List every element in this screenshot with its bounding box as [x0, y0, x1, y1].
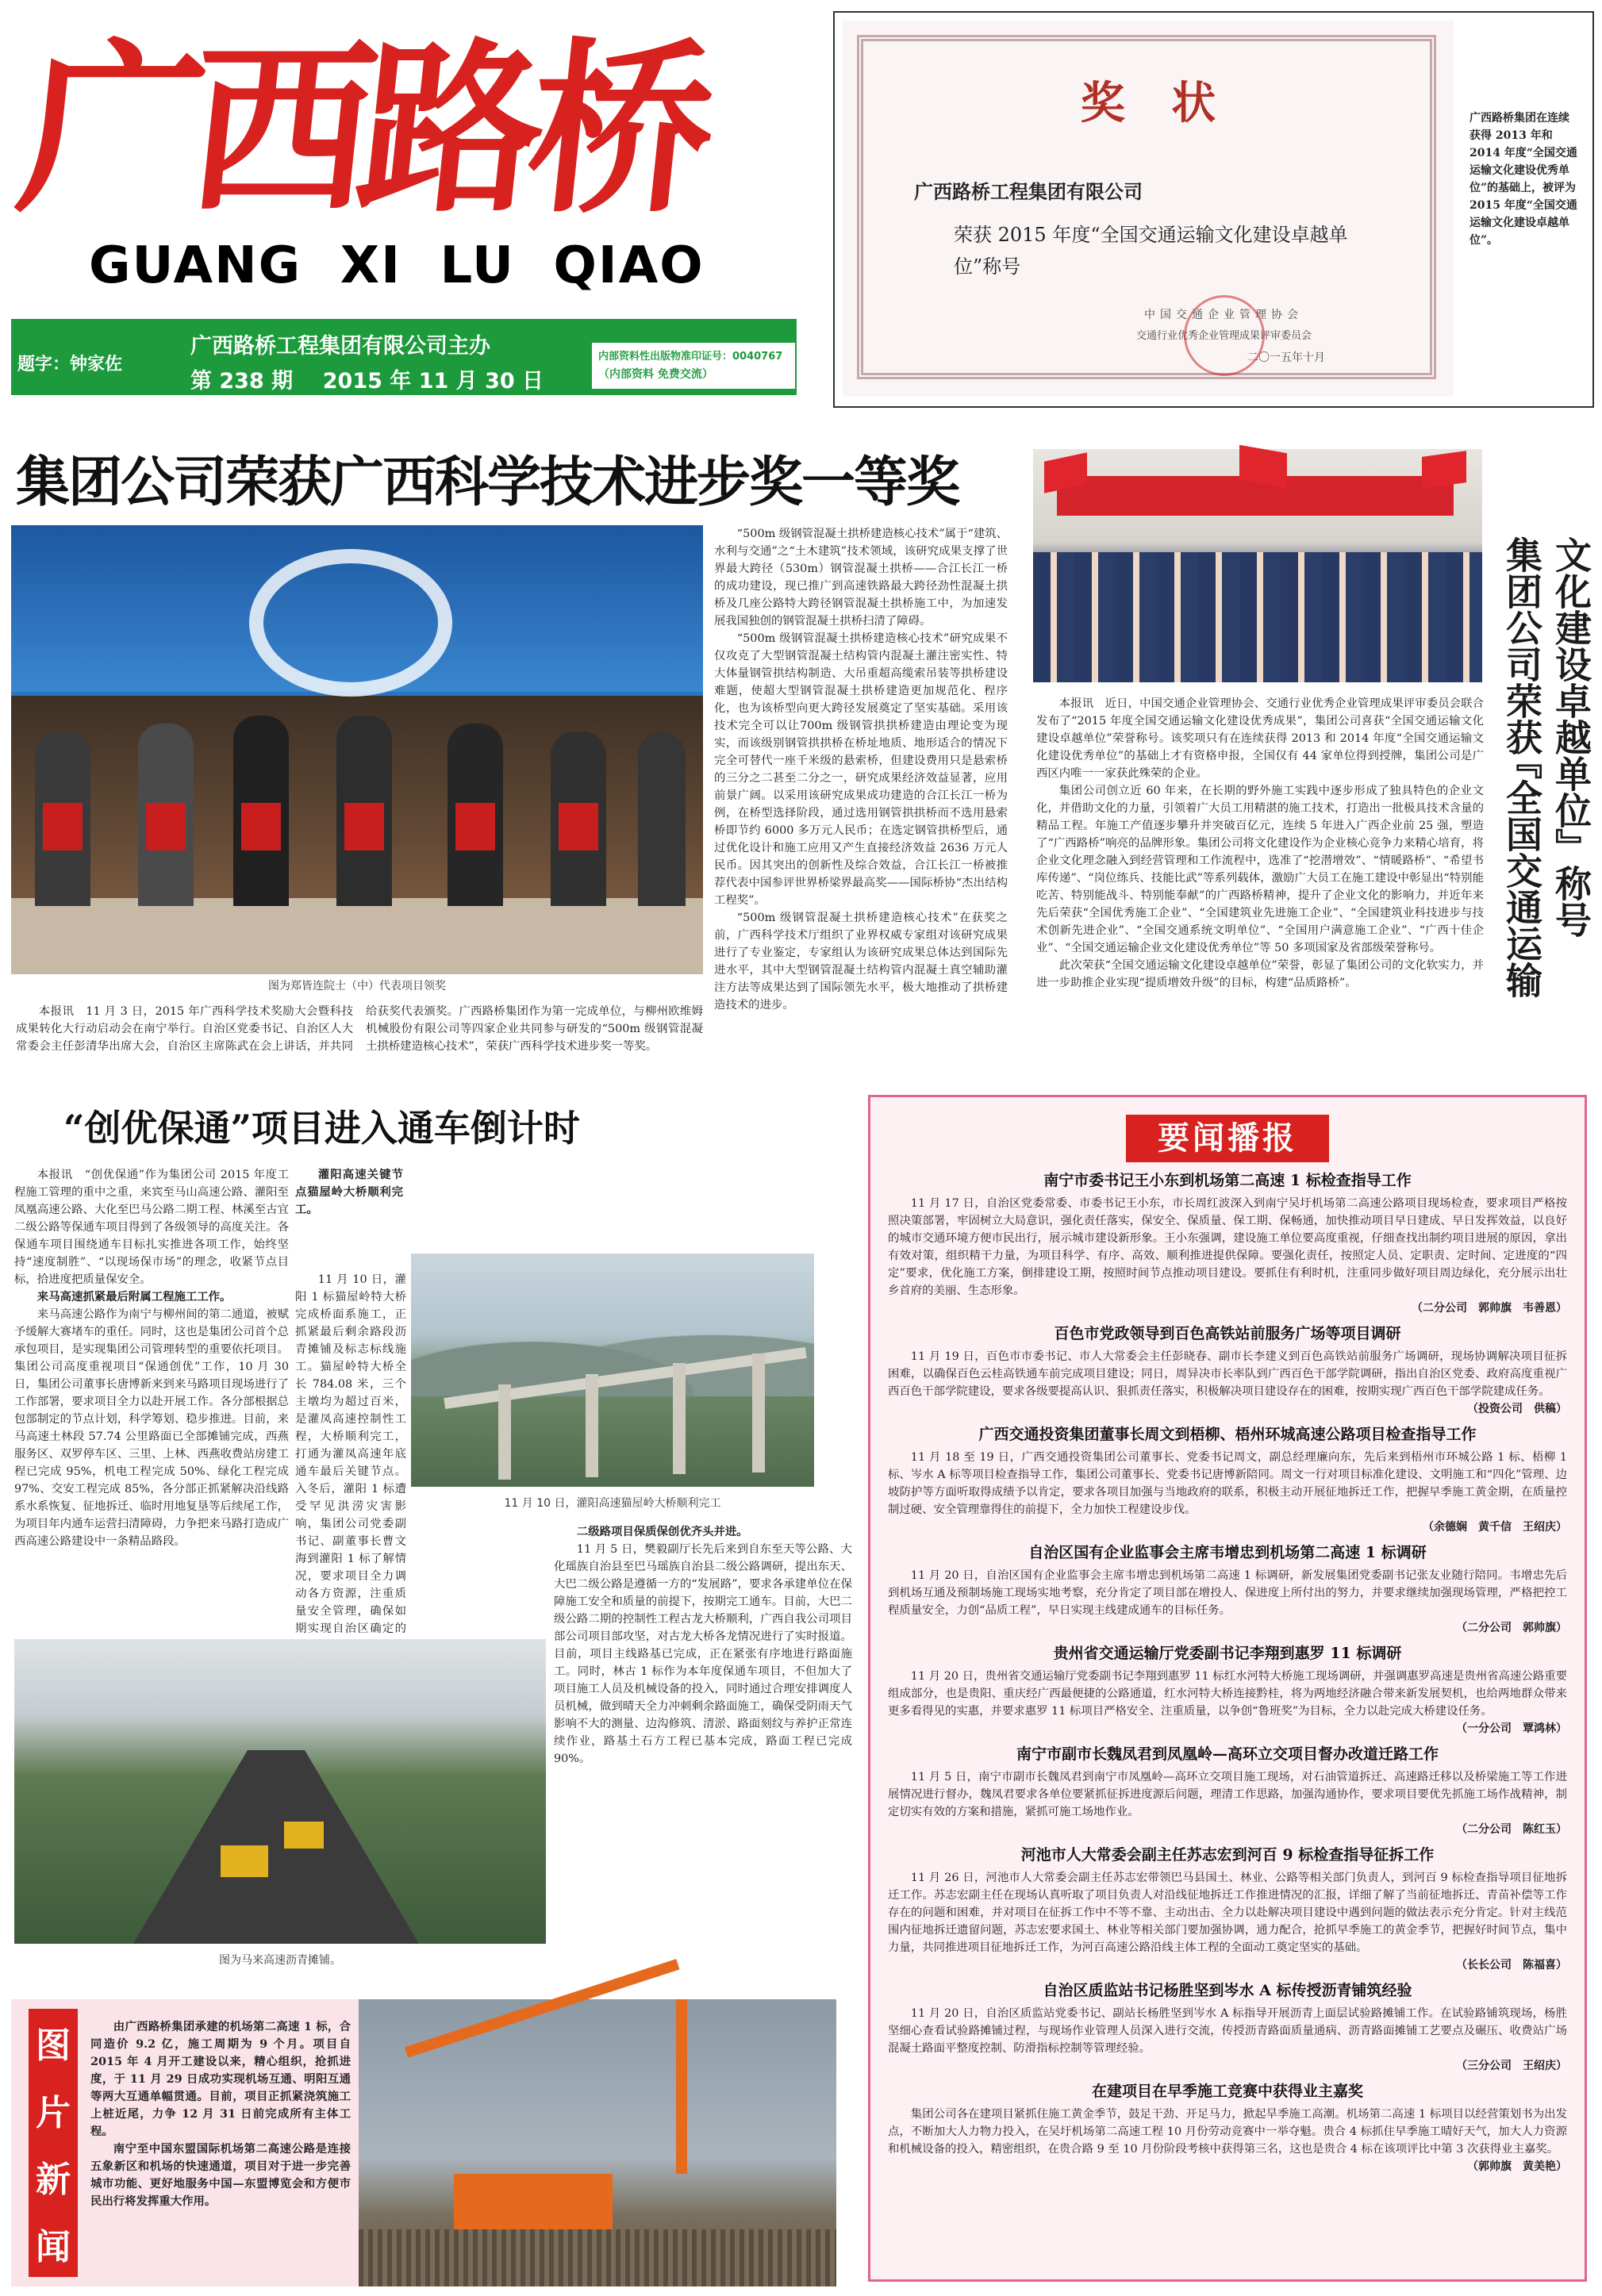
bridge-pier-2 [586, 1374, 598, 1477]
news-brief-source: （二分公司 郭帅旗 韦善恩） [1412, 1302, 1567, 1315]
road-sub2: 灌阳高速关键节点猫屋岭大桥顺利完工。 [295, 1168, 403, 1216]
news-brief-title: 南宁市副市长魏凤君到凤凰岭—高环立交项目督办改道迁路工作 [1016, 1745, 1439, 1763]
bridge-pier-4 [752, 1353, 765, 1472]
masthead-title: 广西路桥 [9, 21, 712, 237]
culture-article-p2: 集团公司创立近 60 年来，在长期的野外施工实践中逐步形成了独具特色的企业文化，并借助文化的力量，引领着广大员工用精湛的施工技术，打造出一批极具技术含量的精品工程。年施工产值逐步攀升并突破百亿元，连续 5 年进入广西企业前 25 强，塑造了“广西路桥”响亮的品牌形象。集团公司将文化建设作为企业核心竞争力来精心培育，将企业文化理念融入到经营管理和工作流程中，选准了“挖潜增效”、“情暖路桥”、“希望书库传递”、“岗位练兵、技能比武”等系列载体，激励广大员工在施工建设中彰显出“特别能吃苦、特别能战斗、特别能奉献”的广西路桥精神，提升了企业文化的影响力，并近年来先后荣获“全国优秀施工企业”、“全国建筑业先进施工企业”、“全国建筑业科技进步与技术创新先进企业”、“全国交通系统文明单位”、“全国用户满意施工企业”、“广西十佳企业”、“全国交通运输企业文化建设优秀单位”等 50 多项国家及省部级荣誉称号。 [1036, 785, 1484, 954]
main-article-p2: “500m 级钢管混凝土拱桥建造核心技术”属于“建筑、水利与交通”之“土木建筑”技术领域，该研究成果支撑了世界最大跨径（530m）钢管混凝土拱桥——合江长江一桥的成功建设，现已推广到高速铁路最大跨径劲性混凝土拱桥及几座公路特大跨径钢管混凝土拱桥施工中，为加速发展我国独创的钢管混凝土拱桥扫清了障碍。 [714, 528, 1008, 628]
award-issuer-1: 中国交通企业管理协会 [1144, 309, 1303, 321]
news-brief-item [888, 1742, 1567, 1837]
news-brief-source: （三分公司 王绍庆） [1456, 2060, 1567, 2072]
news-brief-title: 在建项目在早季施工竞赛中获得业主嘉奖 [1091, 2083, 1363, 2100]
news-brief-title: 自治区国有企业监事会主席韦增忠到机场第二高速 1 标调研 [1028, 1544, 1427, 1561]
news-brief-source: （二分公司 郭帅旗） [1456, 1622, 1567, 1634]
news-brief-source: （二分公司 陈红玉） [1456, 1823, 1567, 1836]
photo-news-panel [11, 1999, 836, 2286]
pump-boom-2 [676, 1999, 687, 2174]
stage-floor [11, 898, 703, 974]
culture-article-p3: 此次荣获“全国交通运输文化建设卓越单位”荣誉，彰显了集团公司的文化软实力，并进一步助推企业实现“提质增效升级”的目标，构建“品质路桥”。 [1036, 959, 1484, 989]
bridge-pier-1 [498, 1384, 511, 1480]
award-honor: 荣获 2015 年度“全国交通运输文化建设卓越单位”称号 [954, 224, 1348, 278]
culture-crowd [1033, 552, 1482, 682]
photo-news-label [29, 2009, 78, 2277]
culture-photo [1033, 449, 1482, 682]
award-issue-date: 二〇一五年十月 [1247, 351, 1325, 364]
news-brief-title: 百色市党政领导到百色高铁站前服务广场等项目调研 [1054, 1325, 1401, 1342]
news-brief-title: 自治区质监站书记杨胜坚到岑水 A 标传授沥青铺筑经验 [1043, 1982, 1412, 1999]
sponsor: 广西路桥工程集团有限公司主办 [190, 334, 490, 359]
news-brief-body: 集团公司各在建项目紧抓住施工黄金季节，鼓足干劲、开足马力，掀起旱季施工高潮。机场第二高速 1 标项目以经营策划书为出发点，不断加大人力物力投入，在吴圩机场第二高速工程 10 月份劳动竞赛中一举夺魁。贵合 4 标抓住早季施工晴好天气，加大人力资源和机械设备的投入，精密组织，在贵合路 9 至 10 月份阶段考核中获得第三名，这也是贵合 4 标在该项评比中第 3 次获得业主嘉奖。 [888, 2108, 1567, 2156]
ceremony-photo-caption: 图为郑皆连院士（中）代表项目领奖 [268, 980, 446, 993]
main-article-p4: “500m 级钢管混凝土拱桥建造核心技术”在获奖之前，广西科学技术厅组织了业界权威专家组对该研究成果进行了专业鉴定，专家组认为该研究成果总体达到国际先进水平，其中大型钢管混凝土结构管内混凝土真空辅助灌注方法等成果达到了国际领先水平，极大地推动了拱桥建造技术的进步。 [714, 912, 1008, 1012]
photo-news-text [90, 2018, 351, 2210]
bridge-photo [411, 1254, 814, 1487]
photo-news-label-3: 新 [36, 2160, 71, 2201]
paving-road [133, 1750, 419, 1944]
news-brief-source: （余德娴 黄千信 王绍庆） [1423, 1521, 1567, 1534]
photo-news-label-2: 片 [36, 2092, 71, 2133]
stage-logo [249, 549, 452, 697]
news-brief-source: （投资公司 供稿） [1467, 1403, 1567, 1415]
ceremony-photo [11, 525, 703, 974]
news-brief-body: 11 月 19 日，百色市市委书记、市人大常委会主任彭晓春、副市长李建义到百色高铁站前服务广场调研，现场协调解决项目征拆困难，以确保百色云桂高铁通车前完成项目建设；同日，周异决市长率队到广西百色干部学院调研，指出自治区党委、政府高度重视广西百色干部学院建设，要求各级要提高认识、狠抓责任落实，积极解决项目建设存在的困难，按期实现广西百色干部学院建成任务。 [888, 1350, 1567, 1398]
award-recipients-row [35, 716, 686, 906]
news-brief-body: 11 月 18 至 19 日，广西交通投资集团公司董事长、党委书记周文，副总经理廉向东，先后来到梧州市环城公路 1 标、梧柳 1 标、岑水 A 标等项目检查指导工作，集团公司董事长、党委书记唐博新陪同。周文一行对项目标准化建设、文明施工和“四化”管理、边坡防护等方面听取得成绩予以肯定，要求各项目加强与当地政府的联系，积极主动开展征地拆迁工作，把握早季施工黄金期，在质量控制过硬、安全管理靠得住的前提下，全力加快工程建设步伐。 [888, 1451, 1567, 1516]
news-brief-item [888, 1843, 1567, 1972]
inscription: 题字：钟家佐 [17, 355, 123, 374]
news-brief-source: （一分公司 覃鸿林） [1456, 1722, 1567, 1735]
masthead-pinyin: GUANG XI LU QIAO [89, 236, 705, 295]
news-brief-body: 11 月 20 日，自治区质监站党委书记、副站长杨胜坚到岑水 A 标指导开展沥青上面层试验路摊铺工作。在试验路铺筑现场，杨胜坚细心查看试验路摊铺过程，与现场作业管理人员深入进行交流，传授沥青路面质量通病、沥青路面摊铺工艺要点及碾压、收费站广场混凝土路面平整度控制、防滑指标控制等管理经验。 [888, 2007, 1567, 2055]
award-recipient: 广西路桥工程集团有限公司 [914, 180, 1143, 203]
road-article-p4: 11 月 5 日，樊毅副厅长先后来到自东至天等公路、大化瑶族自治县至巴马瑶族自治县二级公路调研，提出东天、大巴二级公路是遵循一方的“发展路”，要求各承建单位在保障施工安全和质量的前提下，按期完工通车。目前，大巴二级公路二期的控制性工程古龙大桥顺利，广西自我公司项目部公司项目部攻坚，对古龙大桥各龙情况进行了实时报道。目前，项目主线路基已完成，正在紧张有序地进行路面施工。同时，林古 1 标作为本年度保通车项目，不但加大了项目施工人员及机械设备的投入，同时通过合理安排调度人员机械，做到晴天全力冲刺剩余路面施工，确保受阴雨天气影响不大的测量、边沟修筑、清淤、路面刻纹与养护正常连续作业，路基土石方工程已基本完成，路面工程已完成 90%。 [554, 1543, 852, 1765]
news-brief-item [888, 1979, 1567, 2073]
award-issuer-2: 交通行业优秀企业管理成果评审委员会 [1136, 330, 1312, 342]
award-heading: 奖 状 [1080, 77, 1216, 129]
news-brief-body: 11 月 5 日，南宁市副市长魏凤君到南宁市凤凰岭—高环立交项目施工现场，对石油管道拆迁、高速路迁移以及桥梁施工等工作进展情况进行督办，魏凤君要求各单位要紧抓征拆进度源后问题，理清工作思路，加强沟通协作，要求项目要优先抓施工场作战精神，制定切实有效的方案和措施，紧抓可施工场地作业。 [888, 1771, 1567, 1818]
culture-headline-col2: 文化建设卓越单位』称号 [1550, 536, 1592, 938]
news-brief-item [888, 2079, 1567, 2174]
news-briefs-panel [868, 1095, 1587, 2282]
main-article-lead [16, 1003, 703, 1055]
news-brief-item [888, 1322, 1567, 1416]
road-article-col2-top [295, 1166, 403, 1219]
photo-news-p1: 由广西路桥集团承建的机场第二高速 1 标，合同造价 9.2 亿，施工周期为 9 个月。项目自 2015 年 4 月开工建设以来，精心组织，抢抓进度，于 11 月 29 日成功实现机场互通、明阳互通等两大互通单幅贯通。目前，项目正抓紧浇筑施工上桩近尾，力争 12 月 31 日前完成所有主体工程。 [90, 2020, 351, 2138]
road-headline: “创优保通”项目进入通车倒计时 [63, 1107, 580, 1150]
award-certificate [843, 21, 1454, 397]
news-briefs-list [870, 1169, 1585, 2174]
road-article-p1: 本报讯 “创优保通”作为集团公司 2015 年度工程施工管理的重中之重，来宾至马山高速公路、灌阳至凤凰高速公路、大化至巴马公路二期工程、林溪至古宜二级公路等保通车项目得到了各级领导的高度关注。各保通车项目围绕通车目标扎实推进各项工作，始终坚持“速度制胜”、“以现场保市场”的理念，收紧节点目标，拾进度把质量保安全。 [14, 1169, 289, 1286]
bridge-photo-caption: 11 月 10 日，灌阳高速猫屋岭大桥顺利完工 [504, 1497, 721, 1510]
award-panel [833, 11, 1594, 408]
license-note: （内部资料 免费交流） [598, 368, 713, 381]
photo-news-label-4: 闻 [36, 2226, 71, 2267]
news-brief-body: 11 月 20 日，自治区国有企业监事会主席韦增忠到机场第二高速 1 标调研，新发展集团党委副书记张友业随行陪同。韦增忠先后到机场互通及预制场施工现场实地考察，充分肯定了项目部在增投人、保进度上所付出的努力，并要求继续加强现场管理，严格把控工程质量安全，力创“品质工程”，早日实现主线建成通车的目标任务。 [888, 1569, 1567, 1617]
news-brief-title: 广西交通投资集团董事长周文到梧柳、梧州环城高速公路项目检查指导工作 [978, 1426, 1477, 1443]
main-headline: 集团公司荣获广西科学技术进步奖一等奖 [16, 451, 959, 514]
news-brief-source: （郭帅旗 黄美艳） [1467, 2160, 1567, 2173]
road-sub1: 来马高速抓紧最后附属工程施工工作。 [36, 1290, 232, 1303]
culture-flag-3 [1422, 451, 1466, 489]
rebar-deck [359, 2229, 836, 2286]
main-article-p3: “500m 级钢管混凝土拱桥建造核心技术”研究成果不仅攻克了大型钢管混凝土结构管内混凝土灌注密实性、特大体量钢管拱结构制造、大吊重超高缆索吊装等拱桥建设难题，使超大型钢管混凝土拱桥建造更加规范化、程序化，也为该桥型向更大跨径发展奠定了坚实基础。采用该技术完全可以让700m 级钢管拱拱桥建造由理论变为现实，而该级别钢管拱拱桥在桥址地质、地形适合的情况下完全可替代一座千米级的悬索桥，但建设费用只是悬索桥的三分之二甚至二分之一，研究成果经济效益显著，应用前景广阔。以采用该研究成果成功建造的合江长江一桥为例，在桥型选择阶段，通过选用钢管拱拱桥而不选用悬索桥即节约 6000 多万元人民币；在选定钢管拱桥型后，通过优化设计和施工应用又产生直接经济效益 2636 万元人民币。因其突出的创新性及综合效益，合江长江一桥被推荐代表中国参评世界桥梁界最高奖——国际桥协“杰出结构工程奖”。 [714, 632, 1008, 907]
news-briefs-banner: 要闻播报 [1126, 1115, 1329, 1162]
main-article-body [714, 525, 1008, 1014]
news-brief-item [888, 1423, 1567, 1534]
paving-photo-caption: 图为马来高速沥青摊铺。 [219, 1954, 341, 1967]
news-brief-title: 河池市人大常委会副主任苏志宏到河百 9 标检查指导征拆工作 [1020, 1846, 1435, 1864]
paving-paver-1 [221, 1845, 268, 1877]
award-side-note: 广西路桥集团在连续获得 2013 年和 2014 年度“全国交通运输文化建设优秀单位”的基础上，被评为 2015 年度“全国交通运输文化建设卓越单位”。 [1469, 112, 1577, 247]
issue-date: 第 238 期 2015 年 11 月 30 日 [190, 369, 544, 394]
news-brief-source: （长长公司 陈福喜） [1456, 1959, 1567, 1972]
culture-article-p1: 本报讯 近日，中国交通企业管理协会、交通行业优秀企业管理成果评审委员会联合发布了“2015 年度全国交通运输文化建设优秀成果”，集团公司喜获“全国交通运输文化建设卓越单位”荣誉称号。该奖项只有在连续获得 2013 和 2014 年度“全国交通运输文化建设优秀单位”的基础上才有资格申报，全国仅有 44 家单位得到授牌，集团公司是广西区内唯一一家获此殊荣的企业。 [1036, 697, 1484, 780]
news-brief-item [888, 1641, 1567, 1736]
road-article-col2 [295, 1271, 406, 1635]
bridge-pier-3 [673, 1363, 686, 1474]
license-number [592, 343, 795, 389]
photo-news-label-1: 图 [36, 2025, 71, 2067]
road-article-col3 [554, 1523, 852, 1968]
license-text: 内部资料性出版物准印证号：0040767 [598, 351, 783, 363]
pump-boom [405, 1959, 680, 2058]
paving-paver-2 [284, 1822, 324, 1849]
news-brief-body: 11 月 17 日，自治区党委常委、市委书记王小东，市长周红波深入到南宁吴圩机场第二高速公路项目现场检查，要求项目严格按照决策部署，牢固树立大局意识，强化责任落实，保安全、保质量、保工期、保畅通，加快推动项目早日建成、早日发挥效益，以良好的城市交通环境方便市民出行，展示城市建设新形象。王小东强调，建设施工单位要高度重视，仔细查找出制约项目进展的原因，拿出有效对策，组织精干力量，为项目科学、有序、高效、顺利推进提供保障。要强化责任，按照定人员、定职责、定时间、定进度的“四定”要求，优化施工方案，倒排建设工期，按照时间节点推动项目建设。要抓住有利时机，注重同步做好项目周边绿化，充分展示出壮乡首府的美丽、生态形象。 [888, 1197, 1567, 1297]
news-brief-title: 贵州省交通运输厅党委副书记李翔到惠罗 11 标调研 [1053, 1645, 1402, 1662]
road-article-p3: 11 月 10 日，灌阳 1 标猫屋岭特大桥完成桥面系施工，正抓紧最后剩余路段沥青摊铺及标志标线施工。猫屋岭特大桥全长 784.08 米，三个主墩均为超过百米，是灌凤高速控制性工程，大桥顺利完工，打通为灌凤高速年底通车最后关键节点。入冬后，灌阳 1 标遭受罕见洪涝灾害影响，集团公司党委副书记、副董事长曹文海到灌阳 1 标了解情况，要求项目全力调动各方资源，注重质量安全管理，确保如期实现自治区确定的 [295, 1273, 406, 1635]
paving-photo [14, 1639, 546, 1944]
construction-photo [359, 1999, 836, 2286]
news-brief-item [888, 1169, 1567, 1315]
road-article-p2: 来马高速公路作为南宁与柳州间的第二通道，被赋予缓解大赛堵车的重任。同时，这也是集团公司首个总承包项目，是实现集团公司管理转型的重要依托项目。集团公司高度重视项目“保通创优”工作，10 月 30 日，集团公司董事长唐博新来到来马路项目现场进行了工作部署，要求项目全力以赴开展工作。各分部根据总包部制定的节点计划，科学筹划、稳步推进。目前，来马高速土林段 57.74 公里路面已全部摊铺完成，西燕服务区、双罗停车区、三里、上林、西燕收费站房建工程已完成 95%，机电工程完成 50%、绿化工程完成 97%、交安工程完成 85%，各分部正抓紧解决沿线路系水系恢复、征地拆迁、临时用地复垦等后续尾工作，为项目年内通车运营扫清障碍，力争把来马路打造成广西高速公路建设中一条精品路段。 [14, 1308, 289, 1548]
photo-news-p2: 南宁至中国东盟国际机场第二高速公路是连接五象新区和机场的快速通道，项目对于进一步完善城市功能、更好地服务中国—东盟博览会和方便市民出行将发挥重大作用。 [90, 2142, 351, 2208]
news-brief-body: 11 月 20 日，贵州省交通运输厅党委副书记李翔到惠罗 11 标红水河特大桥施工现场调研，并强调惠罗高速是贵州省高速公路重要组成部分，也是贵阳、重庆经广西最便捷的公路通道，红水河特大桥连接黔桂，将为两地经济融合带来新发展契机，也给两地群众带来更多看得见的实惠，并要求惠罗 11 标项目严格安全、注重质量，以争创“鲁班奖”为目标，全力以赴完成大桥建设任务。 [888, 1670, 1567, 1718]
news-brief-body: 11 月 26 日，河池市人大常委会副主任苏志宏带领巴马县国土、林业、公路等相关部门负责人，到河百 9 标检查指导项目征地拆迁工作。苏志宏副主任在现场认真听取了项目负责人对沿线征地拆迁工作推进情况的汇报，详细了解了当前征地拆迁、青苗补偿等工作存在的问题和困难，并对项目在征拆工作中不等不靠、主动出击、全力以赴解决项目建设中遇到问题的做法表示充分肯定。针对主线范围内征地拆迁遗留问题，苏志宏要求国土、林业等相关部门要加强协调，通力配合，抢抓早季施工的黄金季节，把握好时间节点，集中力量，共同推进项目征地拆迁工作，为河百高速公路沿线主体工程的全面动工奠定坚实的基础。 [888, 1872, 1567, 1954]
news-brief-title: 南宁市委书记王小东到机场第二高速 1 标检查指导工作 [1043, 1172, 1412, 1189]
main-article-p1: 本报讯 11 月 3 日，2015 年广西科学技术奖励大会暨科技成果转化大行动启动会在南宁举行。自治区党委书记、自治区人大常委会主任彭清华出席大会，自治区主席陈武在会上讲话，并共同给获奖代表颁奖。广西路桥集团作为第一完成单位，与柳州欧维姆机械股份有限公司等四家企业共同参与研发的“500m 级钢管混凝土拱桥建造核心技术”，荣获广西科学技术进步奖一等奖。 [16, 1005, 703, 1053]
culture-headline-col1: 集团公司荣获 [1500, 536, 1543, 755]
culture-headline-col3: 『全国交通运输 [1500, 743, 1543, 998]
culture-article-body [1036, 695, 1484, 992]
road-sub3: 二级路项目保质保创优齐头并进。 [576, 1525, 748, 1538]
masthead-info-bar [11, 319, 797, 395]
news-brief-item [888, 1541, 1567, 1635]
